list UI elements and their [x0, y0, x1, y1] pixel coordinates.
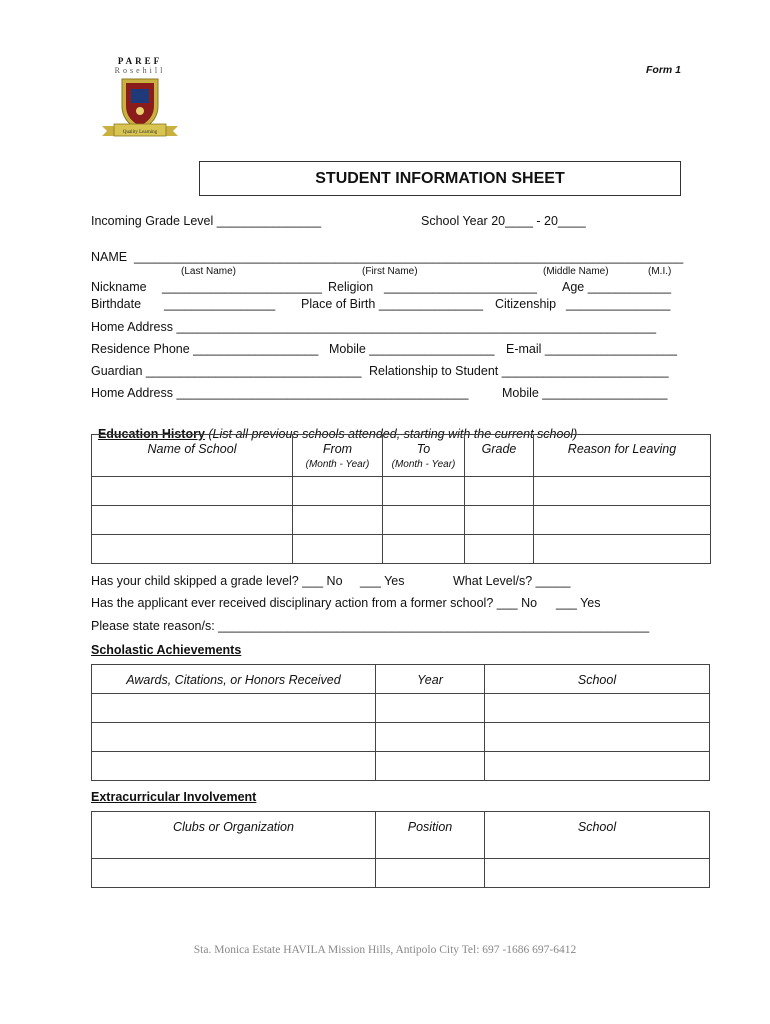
table-cell[interactable]	[383, 535, 465, 564]
education-header-row	[92, 435, 711, 477]
table-cell[interactable]	[92, 752, 376, 781]
col-school	[485, 665, 710, 694]
col-year	[376, 665, 485, 694]
col-ex-school-label: School	[577, 820, 617, 834]
col-ex-school	[485, 812, 710, 859]
extracurricular-table	[91, 811, 710, 888]
col-grade	[465, 435, 534, 477]
logo-motto: Quality Learning	[122, 130, 158, 135]
col-clubs-label: Clubs or Organization	[173, 820, 294, 834]
table-row	[92, 723, 710, 752]
email-field[interactable]: E-mail ___________________	[506, 342, 677, 356]
education-note: (List all previous schools attended, starting with the current school)	[204, 427, 578, 441]
page-title: STUDENT INFORMATION SHEET	[315, 170, 565, 187]
col-reason-label: Reason for Leaving	[567, 442, 677, 456]
table-cell[interactable]	[92, 535, 293, 564]
col-awards	[92, 665, 376, 694]
table-row	[92, 752, 710, 781]
table-cell[interactable]	[534, 477, 711, 506]
form-number: Form 1	[646, 64, 682, 76]
table-cell[interactable]	[485, 859, 710, 888]
footer-address: Sta. Monica Estate HAVILA Mission Hills, Antipolo City Tel: 697 -1686 697-6412	[193, 944, 577, 956]
col-clubs	[92, 812, 376, 859]
table-row	[92, 694, 710, 723]
logo	[100, 56, 180, 140]
birthdate-field[interactable]: ________________	[164, 297, 276, 311]
table-cell[interactable]	[376, 752, 485, 781]
scholastic-heading: Scholastic Achievements	[91, 643, 242, 657]
skipped-grade-question[interactable]: Has your child skipped a grade level? ___ No	[91, 574, 343, 588]
col-from	[293, 435, 383, 477]
name-first-label: (First Name)	[362, 266, 418, 277]
table-row	[92, 859, 710, 888]
school-year-field[interactable]: School Year 20____ - 20____	[421, 214, 586, 228]
col-school-name	[92, 435, 293, 477]
residence-phone-field[interactable]: Residence Phone __________________	[91, 342, 319, 356]
citizenship-field[interactable]: _______________	[566, 297, 671, 311]
col-from-sub: (Month - Year)	[305, 459, 370, 470]
table-cell[interactable]	[293, 535, 383, 564]
logo-name: PAREF	[117, 56, 163, 66]
religion-field[interactable]: ______________________	[384, 280, 537, 294]
guardian-field[interactable]: Guardian _______________________________	[91, 364, 362, 378]
col-to-sub: (Month - Year)	[391, 459, 456, 470]
col-from-label: From	[322, 442, 353, 456]
nickname-field[interactable]: _______________________	[162, 280, 322, 294]
table-cell[interactable]	[92, 506, 293, 535]
birthdate-label: Birthdate	[91, 297, 142, 311]
name-last-label: (Last Name)	[181, 266, 237, 277]
table-row	[92, 506, 711, 535]
table-cell[interactable]	[376, 859, 485, 888]
school-crest-icon	[100, 76, 180, 142]
table-cell[interactable]	[293, 506, 383, 535]
table-cell[interactable]	[293, 477, 383, 506]
guardian-mobile-field[interactable]: Mobile __________________	[502, 386, 668, 400]
col-to	[383, 435, 465, 477]
relationship-field[interactable]: Relationship to Student ________________________	[369, 364, 669, 378]
table-cell[interactable]	[485, 723, 710, 752]
education-title: Education History	[97, 427, 205, 441]
nickname-label: Nickname	[91, 280, 147, 294]
col-to-label: To	[416, 442, 431, 456]
scholastic-header-row	[92, 665, 710, 694]
col-school-name-label: Name of School	[147, 442, 237, 456]
disciplinary-question[interactable]: Has the applicant ever received disciplinary action from a former school? ___ No	[91, 596, 538, 610]
table-cell[interactable]	[465, 506, 534, 535]
disciplinary-yes[interactable]: ___ Yes	[556, 596, 601, 610]
col-position	[376, 812, 485, 859]
logo-sub: Rosehill	[114, 66, 166, 75]
table-cell[interactable]	[92, 477, 293, 506]
title-box	[199, 161, 681, 196]
table-cell[interactable]	[376, 694, 485, 723]
mobile-field[interactable]: Mobile __________________	[329, 342, 495, 356]
table-row	[92, 477, 711, 506]
table-cell[interactable]	[534, 506, 711, 535]
col-position-label: Position	[407, 820, 453, 834]
place-of-birth-field[interactable]: Place of Birth _______________	[301, 297, 484, 311]
name-middle-label: (Middle Name)	[543, 266, 609, 277]
religion-label: Religion	[328, 280, 374, 294]
home-address-field[interactable]: Home Address _____________________________________________________________________	[91, 320, 657, 334]
col-year-label: Year	[417, 673, 443, 687]
guardian-home-address-field[interactable]: Home Address __________________________________________	[91, 386, 469, 400]
scholastic-table	[91, 664, 710, 781]
col-school-label: School	[577, 673, 617, 687]
skipped-grade-yes[interactable]: ___ Yes	[360, 574, 405, 588]
table-cell[interactable]	[465, 535, 534, 564]
table-cell[interactable]	[383, 506, 465, 535]
table-cell[interactable]	[383, 477, 465, 506]
table-cell[interactable]	[92, 694, 376, 723]
table-cell[interactable]	[376, 723, 485, 752]
table-cell[interactable]	[92, 859, 376, 888]
extracurricular-heading: Extracurricular Involvement	[91, 790, 257, 804]
incoming-grade-field[interactable]: Incoming Grade Level _______________	[91, 214, 322, 228]
name-mi-label: (M.I.)	[648, 266, 672, 277]
education-table	[91, 434, 711, 564]
table-cell[interactable]	[485, 694, 710, 723]
table-cell[interactable]	[534, 535, 711, 564]
col-awards-label: Awards, Citations, or Honors Received	[126, 673, 341, 687]
reasons-field[interactable]: Please state reason/s: ______________________________________________________________	[91, 619, 650, 633]
table-cell[interactable]	[92, 723, 376, 752]
extracurricular-header-row	[92, 812, 710, 859]
age-field[interactable]: Age ____________	[562, 280, 672, 294]
skipped-level-field[interactable]: What Level/s? _____	[453, 574, 571, 588]
table-cell[interactable]	[485, 752, 710, 781]
table-cell[interactable]	[465, 477, 534, 506]
col-grade-label: Grade	[481, 442, 517, 456]
citizenship-label: Citizenship	[495, 297, 557, 311]
col-reason	[534, 435, 711, 477]
name-field[interactable]: NAME _______________________________________________________________________________	[91, 250, 684, 264]
table-row	[92, 535, 711, 564]
